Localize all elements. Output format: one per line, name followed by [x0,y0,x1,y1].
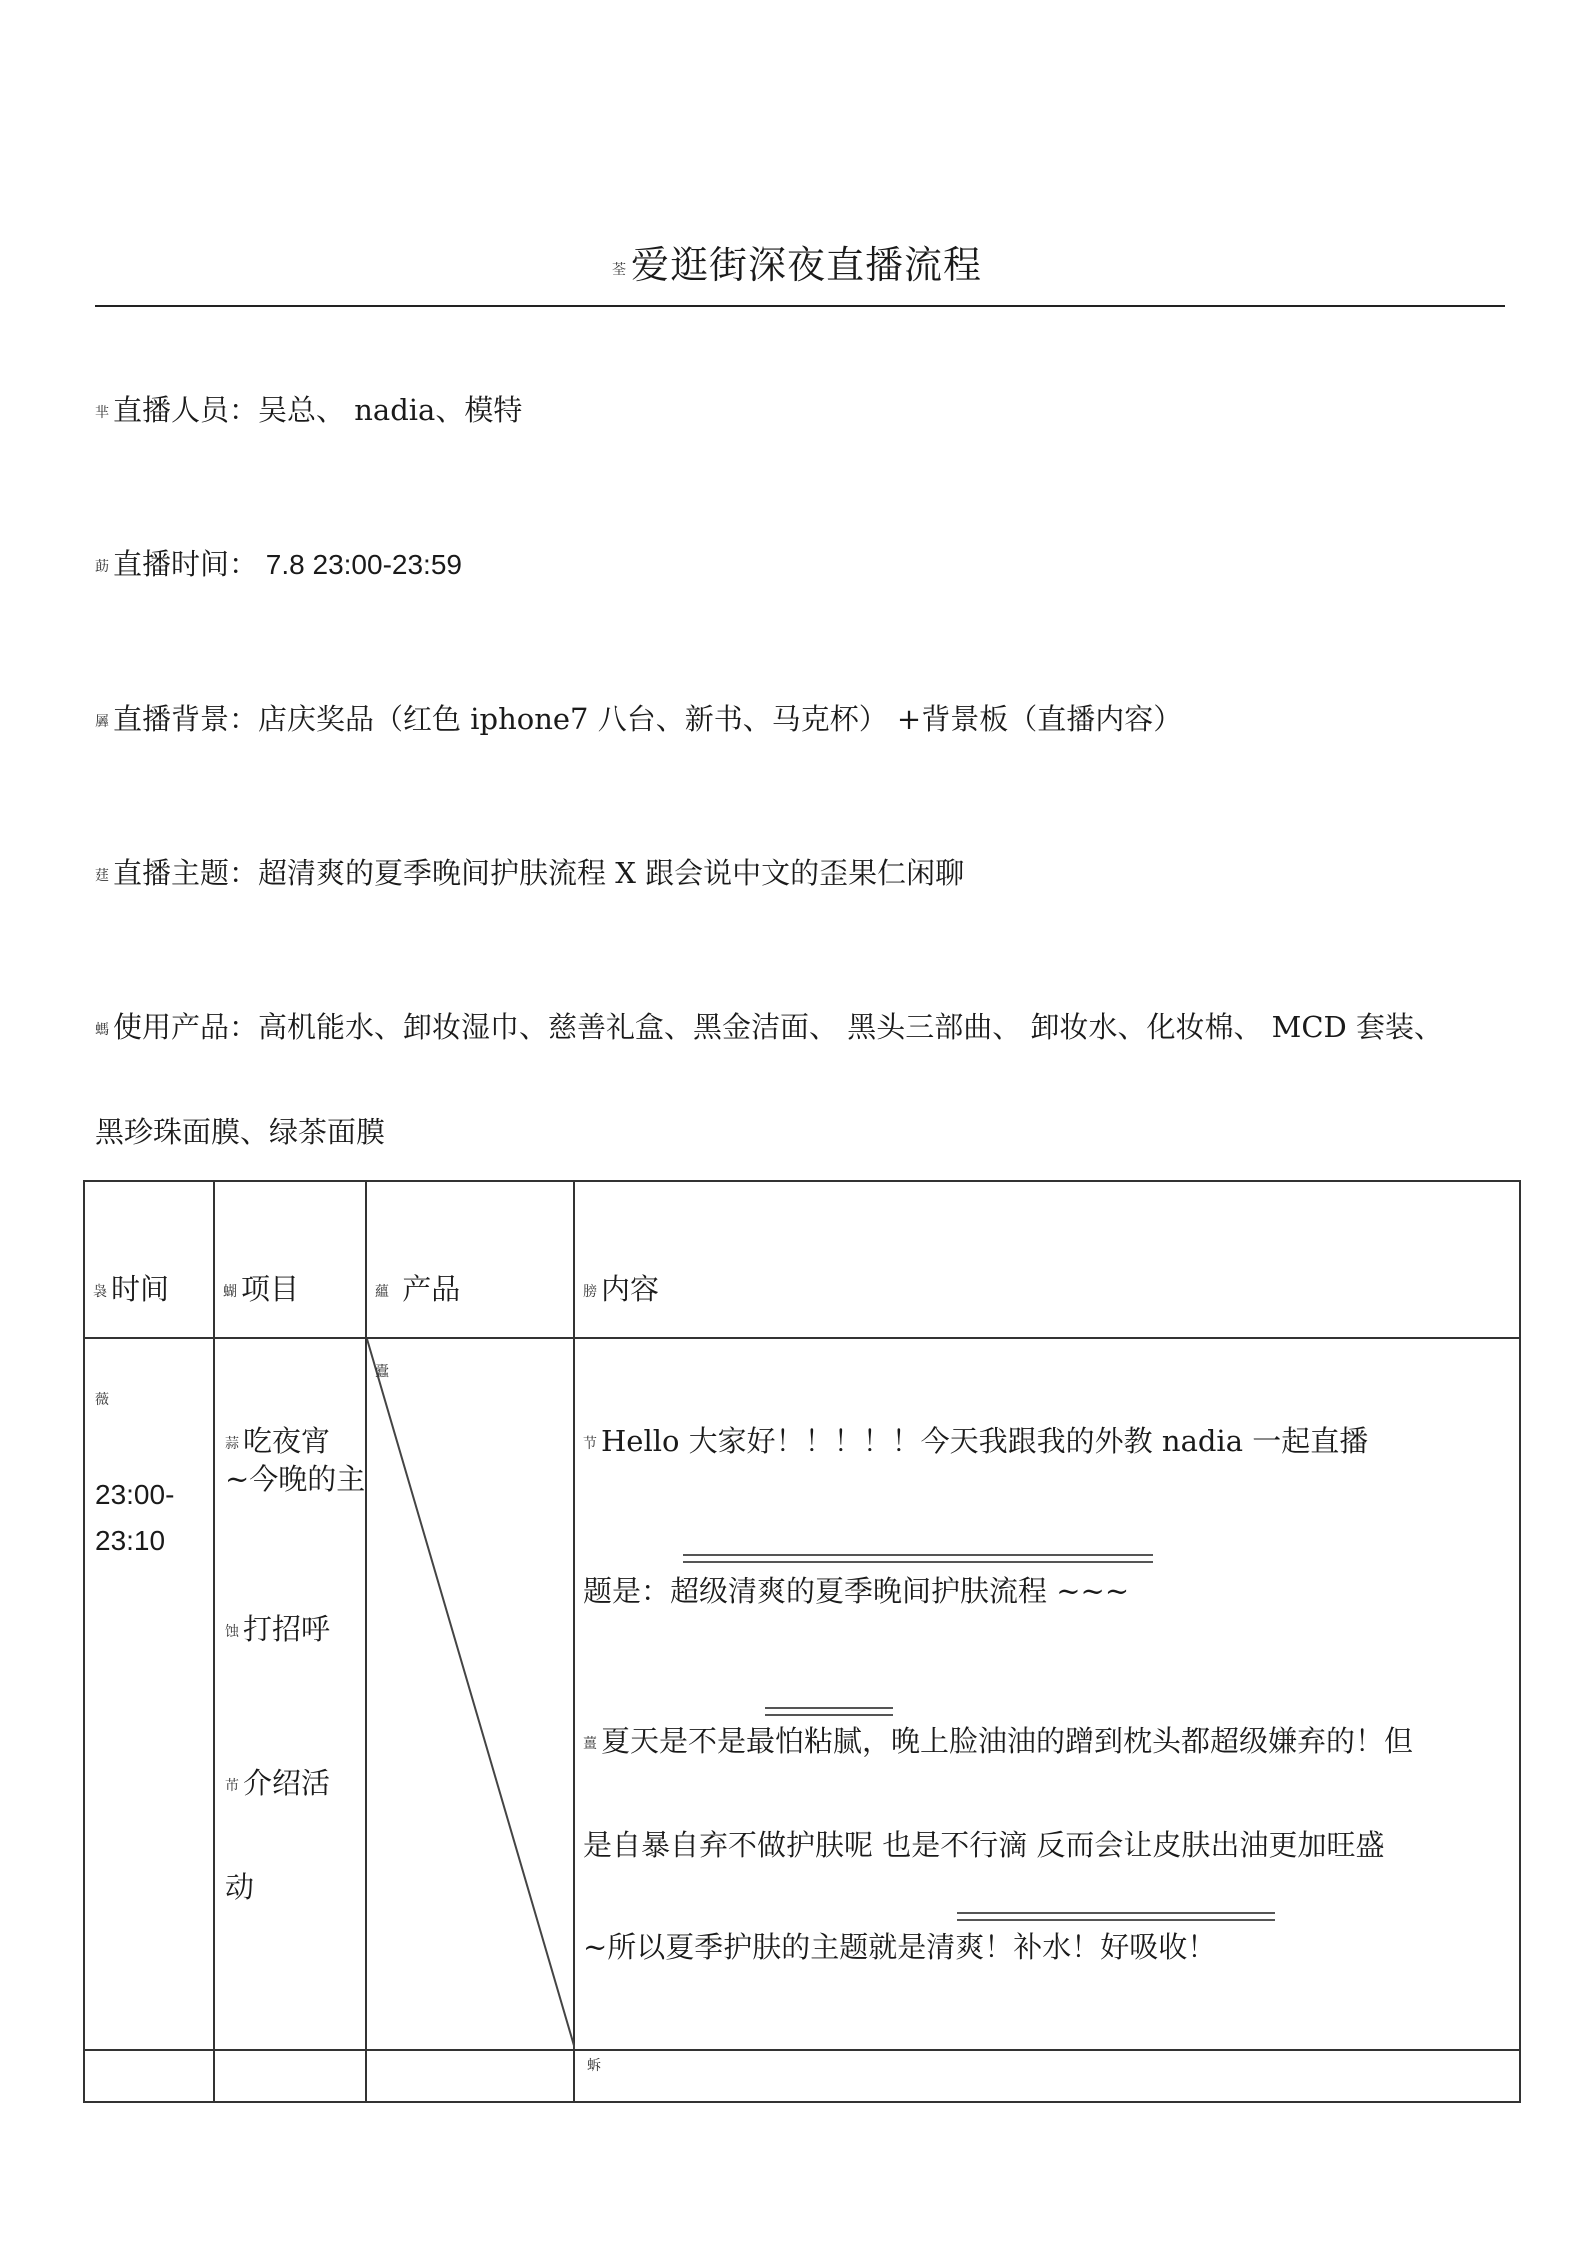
time-start: 23:00- [95,1479,175,1510]
item-line: 打招呼 [243,1612,331,1646]
header-label: 项目 [241,1272,300,1306]
content-line: 题是：超级清爽的夏季晚间护肤流程 ~~~ [583,1574,1130,1608]
info-glyph: 莇 [95,559,109,575]
info-value: 黑珍珠面膜、绿茶面膜 [95,1115,386,1149]
header-time [84,1181,214,1338]
item-glyph: 蚀 [225,1624,239,1640]
header-label: 时间 [111,1272,170,1306]
cell-content [574,2050,1520,2102]
item-line: 动 [225,1870,255,1904]
info-glyph: 莛 [95,868,109,884]
header-glyph: 蘊 [375,1284,389,1300]
diagonal-line [367,1339,575,2049]
double-underline [765,1707,893,1716]
table-header-row [84,1181,1520,1338]
product-glyph: 蠹 [375,1364,389,1380]
header-label: 产品 [402,1272,461,1306]
header-product [366,1181,574,1338]
info-background [95,697,1182,738]
header-glyph: 蝴 [223,1284,237,1300]
content-line: 夏天是不是最怕粘腻，晚上脸油油的蹭到枕头都超级嫌弃的！但 [601,1724,1414,1758]
info-value: 超清爽的夏季晚间护肤流程 X 跟会说中文的歪果仁闲聊 [258,856,965,890]
info-label: 直播背景： [113,702,259,736]
info-time [95,542,462,583]
info-label: 直播时间： [113,547,259,581]
header-glyph: 膀 [583,1284,597,1300]
cell-empty [366,2050,574,2102]
cell-time [84,1338,214,2050]
info-glyph: 芈 [95,405,109,421]
double-underline [683,1554,1153,1563]
cell-empty [214,2050,366,2102]
time-end: 23:10 [95,1525,166,1556]
cell-product [366,1338,574,2050]
header-glyph: 袅 [93,1284,107,1300]
info-theme [95,851,964,892]
table-row [84,2050,1520,2102]
title-glyph: 荃 [611,261,627,278]
info-value: 高机能水、卸妆湿巾、慈善礼盒、黑金洁面、 黑头三部曲、 卸妆水、化妆棉、 MCD 套装、 [258,1010,1444,1044]
info-value: 店庆奖品（红色 iphone7 八台、新书、马克杯） +背景板（直播内容） [258,702,1183,736]
title-text: 爱逛街深夜直播流程 [630,243,982,287]
info-products-cont [95,1110,385,1151]
cell-item [214,1338,366,2050]
info-value: 吴总、 nadia、模特 [258,393,523,427]
info-value: 7.8 23:00-23:59 [258,549,462,580]
info-staff [95,388,522,429]
info-label: 直播人员： [113,393,259,427]
document-title [0,234,1594,289]
info-label: 使用产品： [113,1010,259,1044]
cell-content [574,1338,1520,2050]
item-line: 介绍活 [243,1766,331,1800]
info-label: 直播主题： [113,856,259,890]
content-line: 是自暴自弃不做护肤呢 也是不行滴 反而会让皮肤出油更加旺盛 [583,1828,1385,1862]
content-glyph: 节 [583,1436,597,1452]
content-glyph: 薑 [583,1736,597,1752]
time-glyph: 薇 [95,1392,109,1408]
item-glyph: 蒜 [225,1436,239,1452]
header-label: 内容 [601,1272,660,1306]
item-line: ~今晚的主 [225,1462,366,1496]
double-underline [957,1912,1275,1921]
content-glyph: 蚸 [587,2058,601,2074]
content-line: ~所以夏季护肤的主题就是清爽！补水！好吸收！ [583,1930,1217,1964]
table-row [84,1338,1520,2050]
info-products [95,1005,1443,1046]
info-glyph: 螞 [95,1022,109,1038]
header-item [214,1181,366,1338]
info-glyph: 羼 [95,714,109,730]
cell-empty [84,2050,214,2102]
schedule-table [83,1180,1521,2103]
item-glyph: 芇 [225,1778,239,1794]
item-line: 吃夜宵 [243,1424,331,1458]
header-content [574,1181,1520,1338]
content-line: Hello 大家好！！！！！今天我跟我的外教 nadia 一起直播 [601,1424,1369,1458]
title-rule [95,305,1505,307]
